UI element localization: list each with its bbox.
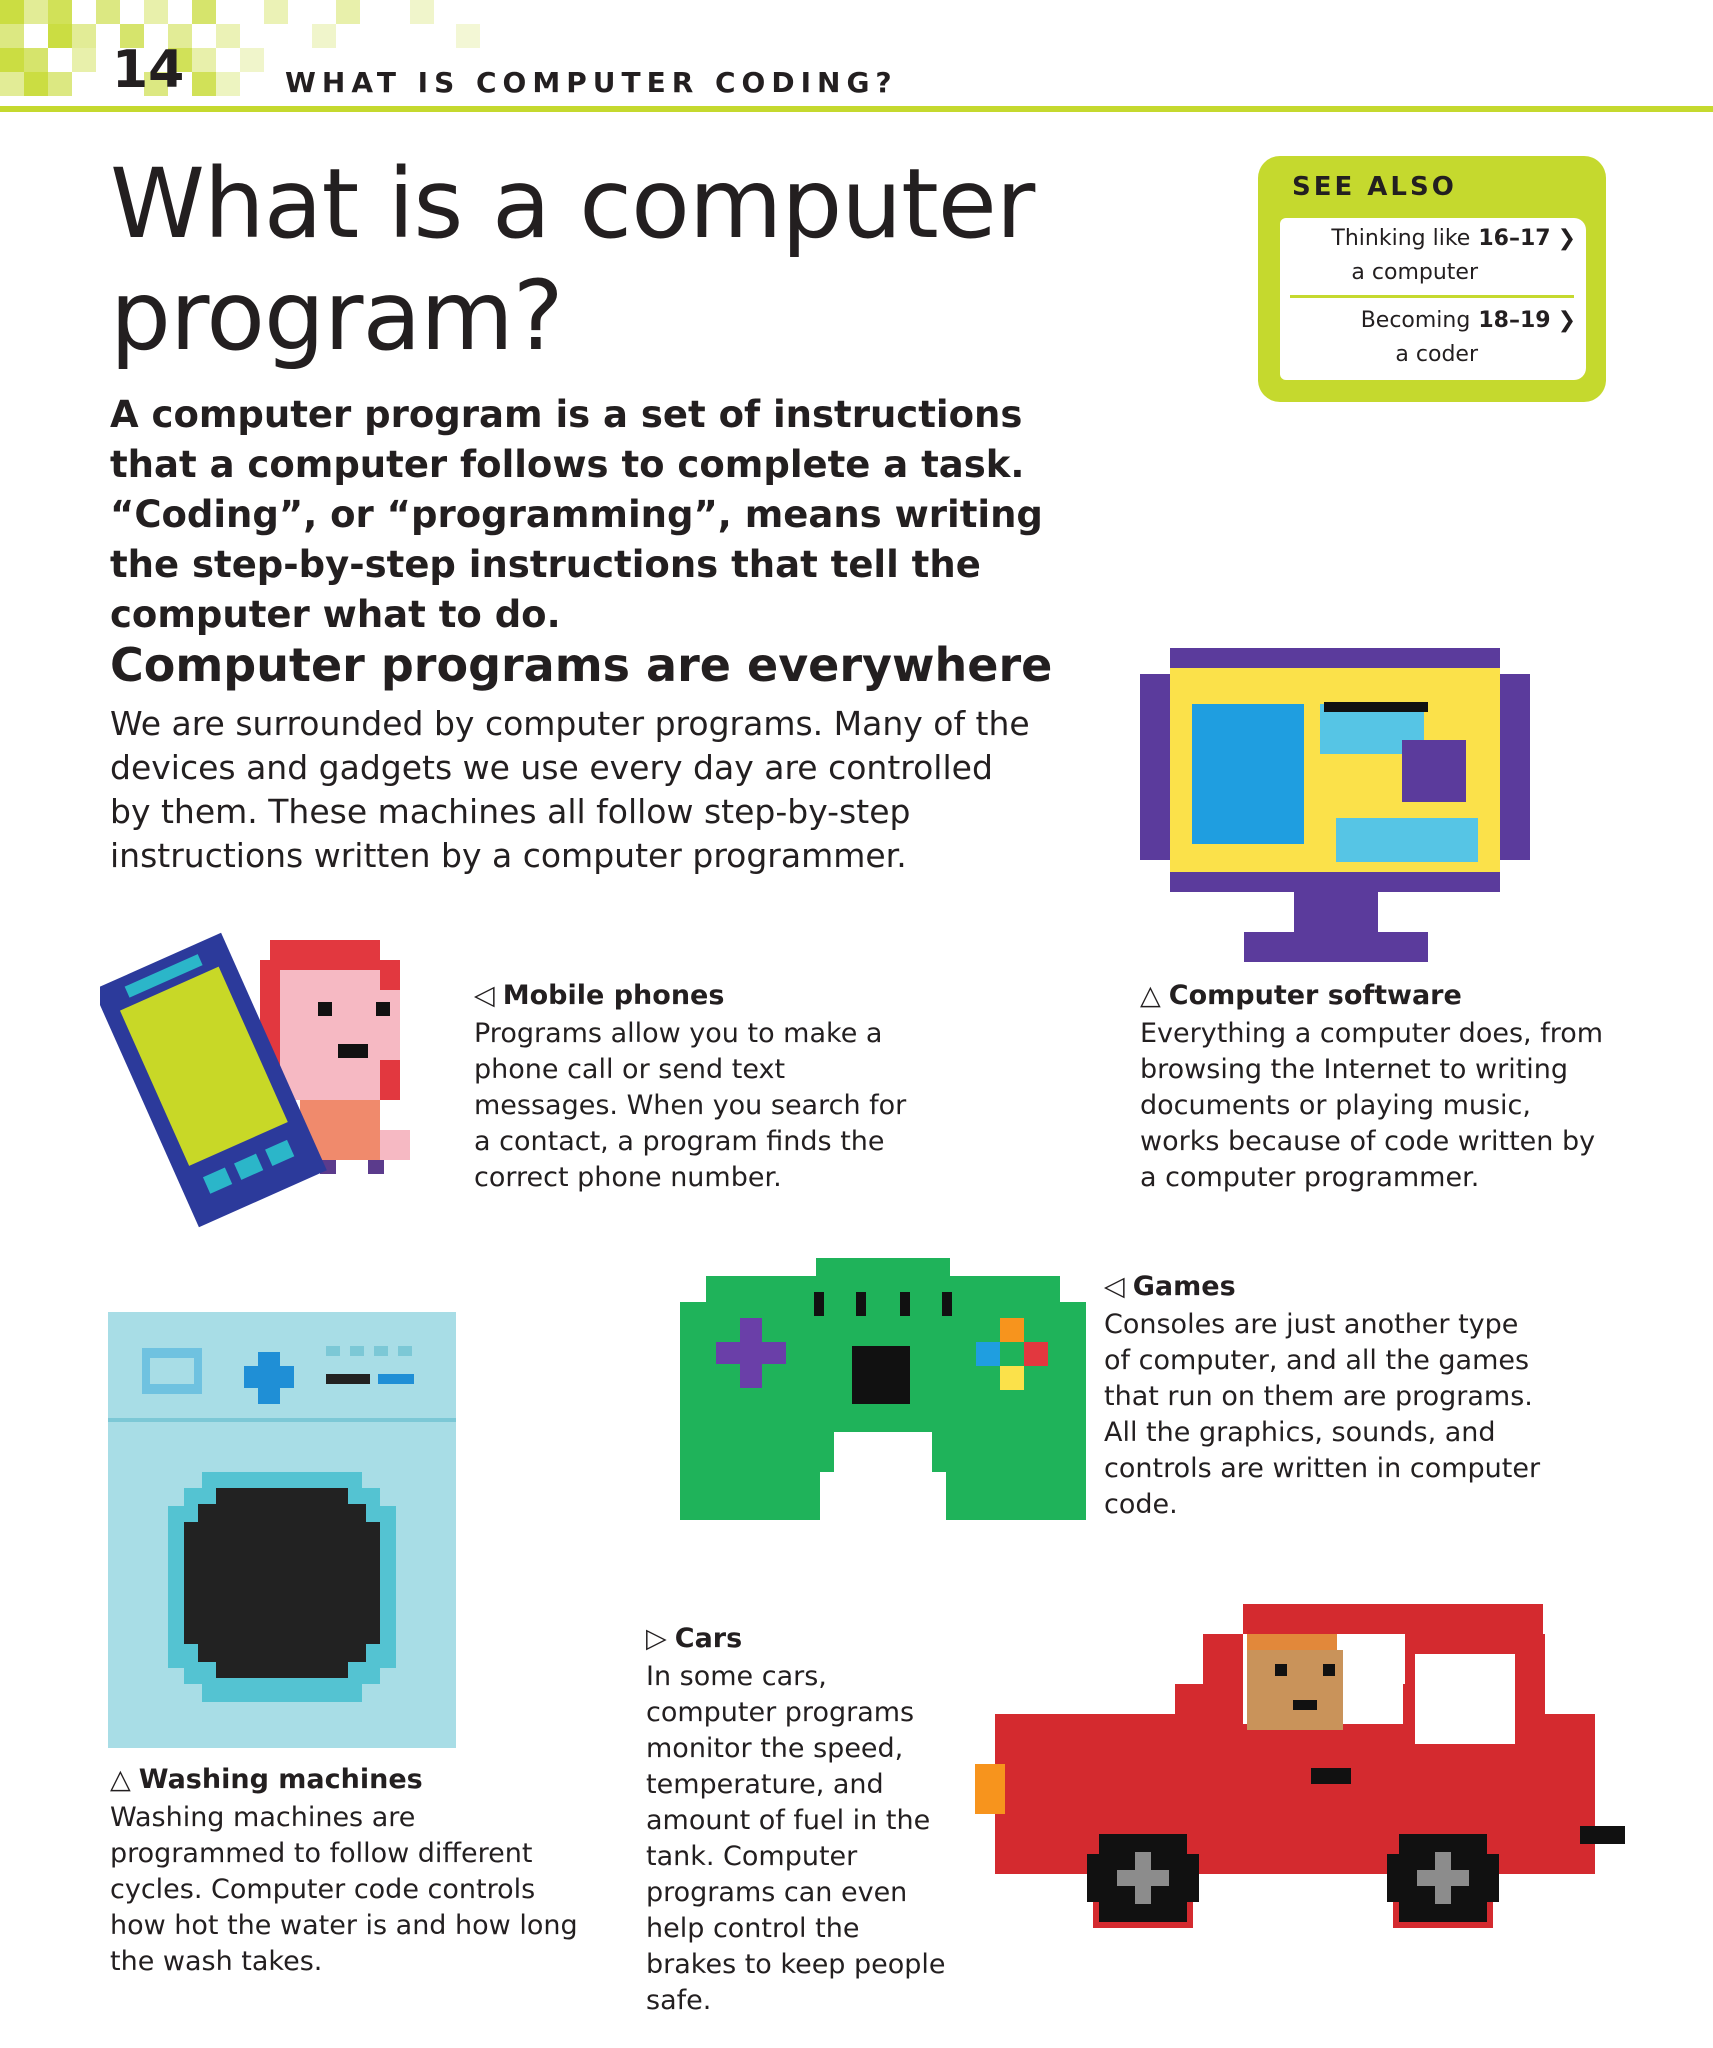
caption-mobile-phones bbox=[474, 976, 914, 1196]
caption-title bbox=[1104, 1267, 1544, 1307]
pixel-computer-monitor-illustration bbox=[1140, 648, 1530, 966]
see-also-link-pages: 18–19 bbox=[1478, 308, 1551, 333]
caption-body: Consoles are just another type of computer, and all the games that run on them are programs. All the graphics, sounds, and controls are written in computer code. bbox=[1104, 1309, 1541, 1520]
caption-title bbox=[474, 976, 914, 1016]
pixel-game-controller-illustration bbox=[680, 1258, 1086, 1520]
washing-machine-door bbox=[168, 1472, 396, 1702]
caption-body: Everything a computer does, from browsing the Internet to writing documents or playing music, works because of code written by a computer programmer. bbox=[1140, 1018, 1604, 1193]
caption-title-text: Computer software bbox=[1168, 980, 1462, 1011]
see-also-divider bbox=[1290, 295, 1574, 298]
pixel-red-car-illustration bbox=[975, 1604, 1625, 1944]
see-also-link-becoming-a-coder[interactable] bbox=[1280, 304, 1576, 372]
caption-title bbox=[110, 1760, 590, 1800]
header-rule bbox=[0, 106, 1713, 112]
see-also-link-label-line2: a computer bbox=[1351, 260, 1478, 285]
see-also-heading: SEE ALSO bbox=[1292, 172, 1457, 202]
triangle-left-icon: ◁ bbox=[474, 980, 495, 1011]
caption-body: Programs allow you to make a phone call or send text messages. When you search for a contact, a program finds the correct phone number. bbox=[474, 1018, 907, 1193]
see-also-link-label-line2: a coder bbox=[1395, 342, 1478, 367]
caption-title bbox=[646, 1619, 956, 1659]
section-heading: Computer programs are everywhere bbox=[110, 638, 1053, 692]
page-number: 14 bbox=[112, 40, 185, 100]
see-also-link-label-line1: Thinking like bbox=[1331, 226, 1471, 251]
see-also-link-pages: 16–17 bbox=[1478, 226, 1551, 251]
caption-title-text: Washing machines bbox=[138, 1764, 423, 1795]
triangle-up-icon: △ bbox=[110, 1764, 131, 1795]
caption-computer-software bbox=[1140, 976, 1610, 1196]
caption-cars bbox=[646, 1619, 956, 2019]
triangle-left-icon: ◁ bbox=[1104, 1271, 1125, 1302]
chevron-right-icon: ❯ bbox=[1557, 226, 1576, 251]
page-title: What is a computer program? bbox=[110, 148, 1035, 372]
caption-games bbox=[1104, 1267, 1544, 1523]
caption-washing-machines bbox=[110, 1760, 590, 1980]
triangle-up-icon: △ bbox=[1140, 980, 1161, 1011]
running-head: WHAT IS COMPUTER CODING? bbox=[285, 66, 898, 99]
see-also-link-thinking-like-a-computer[interactable] bbox=[1280, 222, 1576, 290]
intro-paragraph: A computer program is a set of instructions that a computer follows to complete a task. “Coding”, or “programming”, means writing the step-by-step instructions that tell the computer what to do. bbox=[110, 393, 1043, 636]
caption-body: In some cars, computer programs monitor the speed, temperature, and amount of fuel in the tank. Computer programs can even help control the brakes to keep people safe. bbox=[646, 1661, 946, 2016]
car-rear-wheel bbox=[1387, 1828, 1499, 1928]
triangle-right-icon: ▷ bbox=[646, 1623, 667, 1654]
section-body: We are surrounded by computer programs. Many of the devices and gadgets we use every day are controlled by them. These machines all follow step-by-step instructions written by a computer programmer. bbox=[110, 704, 1030, 875]
chevron-right-icon: ❯ bbox=[1557, 308, 1576, 333]
caption-body: Washing machines are programmed to follow different cycles. Computer code controls how hot the water is and how long the wash takes. bbox=[110, 1802, 578, 1977]
pixel-mobile-phone-illustration bbox=[100, 930, 440, 1230]
car-front-wheel bbox=[1087, 1828, 1199, 1928]
caption-title bbox=[1140, 976, 1610, 1016]
caption-title-text: Cars bbox=[674, 1623, 743, 1654]
pixel-washing-machine-illustration bbox=[108, 1312, 456, 1748]
caption-title-text: Games bbox=[1132, 1271, 1236, 1302]
caption-title-text: Mobile phones bbox=[502, 980, 725, 1011]
see-also-link-label-line1: Becoming bbox=[1360, 308, 1471, 333]
car-driver bbox=[1243, 1634, 1403, 1730]
